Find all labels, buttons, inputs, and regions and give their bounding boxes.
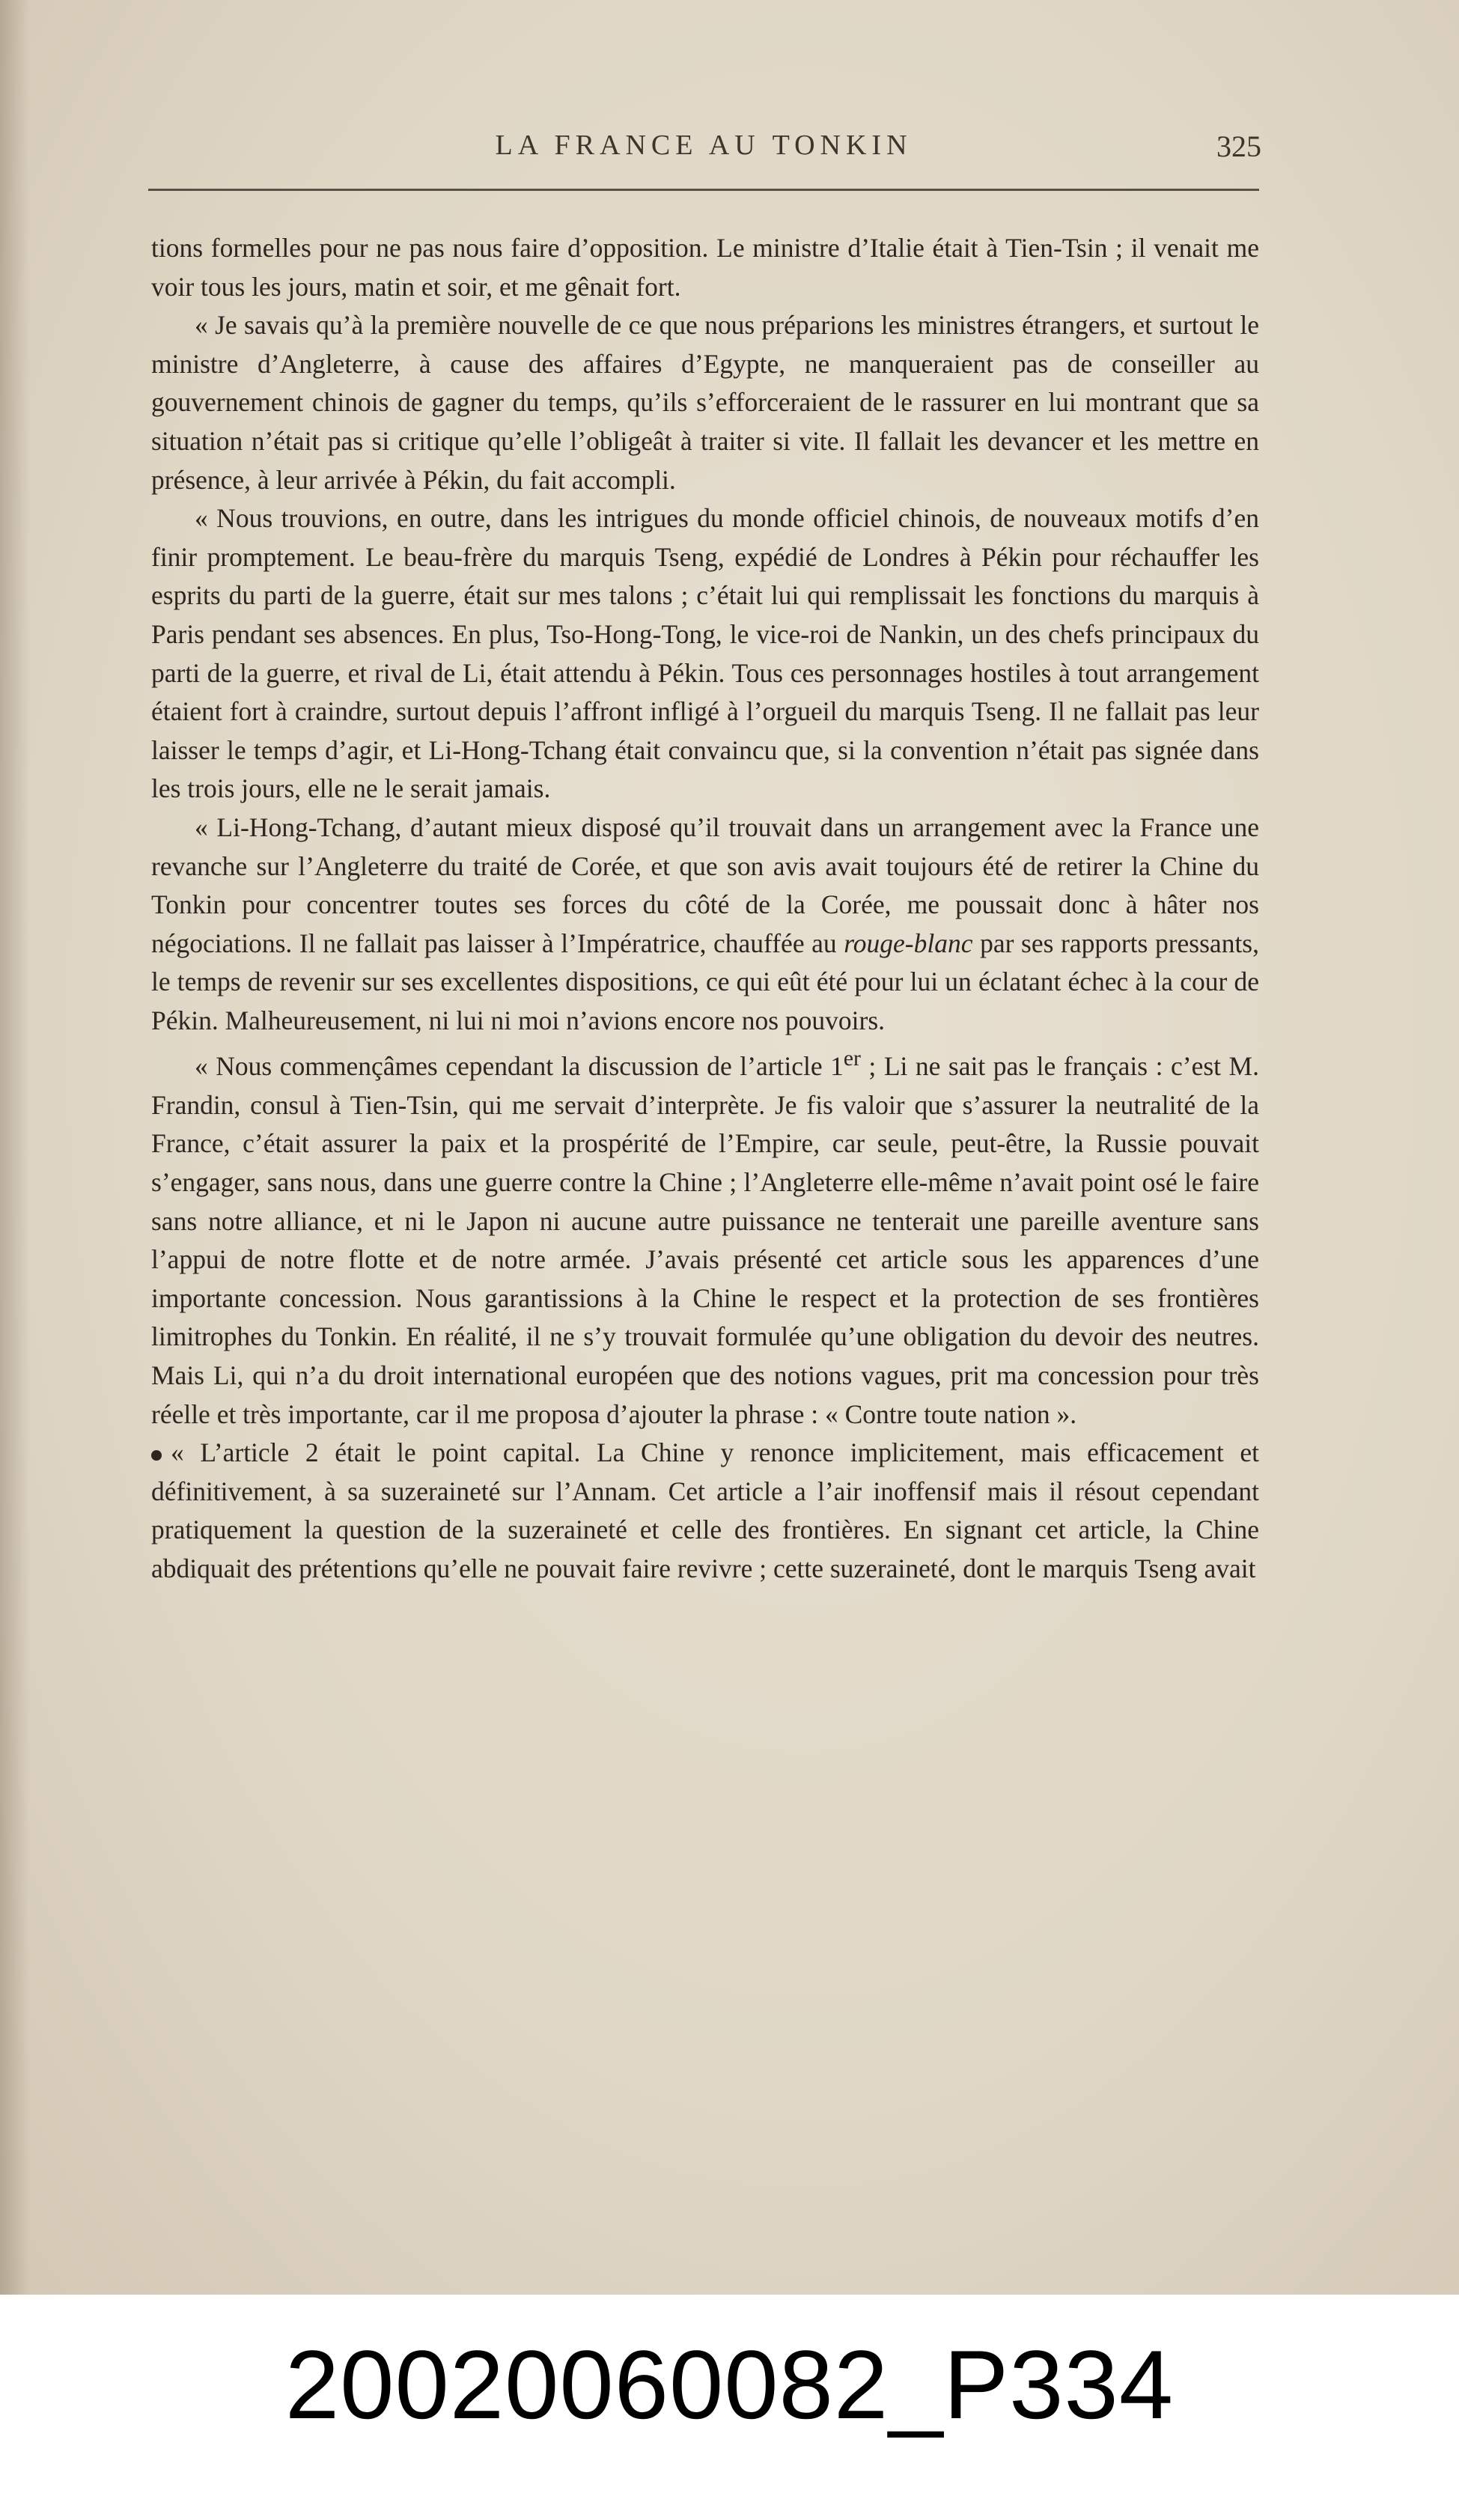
paragraph-1: tions formelles pour ne pas nous faire d’opposition. Le ministre d’Italie était à Tien-Tsin ; il venait me voir tous les jours, matin et soir, et me gênait fort. <box>151 233 1259 302</box>
body-text <box>151 229 1259 1589</box>
paragraph-2: « Je savais qu’à la première nouvelle de ce que nous préparions les ministres étrangers, et surtout le ministre d’Angleterre, à cause des affaires d’Egypte, ne manqueraient pas de conseiller au gouvernement chinois de gagner du temps, qu’ils s’efforceraient de le rassurer en lui montrant que sa situation n’était pas si critique qu’elle l’obligeât à traiter si vite. Il fallait les devancer et les mettre en présence, à leur arrivée à Pékin, du fait accompli. <box>151 310 1259 495</box>
document-identifier: 20020060082_P334 <box>284 2330 1175 2439</box>
paragraph-6: « L’article 2 était le point capital. La Chine y renonce implicitement, mais efficacement et définitivement, à sa suzeraineté sur l’Annam. Cet article a l’air inoffensif mais il résout cependant pratiquement la question de la suzeraineté et celle des frontières. En signant cet article, la Chine abdiquait des prétentions qu’elle ne pouvait faire revivre ; cette suzeraineté, dont le marquis Tseng avait <box>151 1437 1259 1584</box>
paragraph-4: « Li-Hong-Tchang, d’autant mieux disposé qu’il trouvait dans un arrangement avec la France une revanche sur l’Angleterre du traité de Corée, et que son avis avait toujours été de retirer la Chine du Tonkin pour concentrer toutes ses forces du côté de la Corée, me poussait donc à hâter nos négociations. Il ne fallait pas laisser à l’Impératrice, chauffée au rouge-blanc par ses rapports pressants, le temps de revenir sur ses excellentes dispositions, ce qui eût été pour lui un éclatant échec à la cour de Pékin. Malheureusement, ni lui ni moi n’avions encore nos pouvoirs. <box>151 812 1259 1035</box>
header-rule <box>148 189 1259 191</box>
page-number: 325 <box>1216 130 1261 163</box>
paragraph-3: « Nous trouvions, en outre, dans les intrigues du monde officiel chinois, de nouveaux motifs d’en finir promptement. Le beau-frère du marquis Tseng, expédié de Londres à Pékin pour réchauffer les esprits du parti de la guerre, était sur mes talons ; c’était lui qui remplissait les fonctions du marquis à Paris pendant ses absences. En plus, Tso-Hong-Tong, le vice-roi de Nankin, un des chefs principaux du parti de la guerre, et rival de Li, était attendu à Pékin. Tous ces personnages hostiles à tout arrangement étaient fort à craindre, surtout depuis l’affront infligé à l’orgueil du marquis Tseng. Il ne fallait pas leur laisser le temps d’agir, et Li-Hong-Tchang était convaincu que, si la convention n’était pas signée dans les trois jours, elle ne le serait jamais. <box>151 503 1259 804</box>
ink-dot-mark <box>151 1450 162 1461</box>
running-title: LA FRANCE AU TONKIN <box>495 130 913 161</box>
italic-phrase: rouge-blanc <box>844 928 973 958</box>
paragraph-5: « Nous commençâmes cependant la discussion de l’article 1er ; Li ne sait pas le français : c’est M. Frandin, consul à Tien-Tsin, qui me servait d’interprète. Je fis valoir que s’assurer la neutralité de la France, c’était assurer la paix et la prospérité de l’Empire, car seule, peut-être, la Russie pouvait s’engager, sans nous, dans une guerre contre la Chine ; l’Angleterre elle-même n’avait point osé le faire sans notre alliance, et ni le Japon ni aucune autre puissance ne tenterait une pareille aventure sans l’appui de notre flotte et de notre armée. J’avais présenté cet article sous les apparences d’une importante concession. Nous garantissions à la Chine le respect et la protection de ses frontières limitrophes du Tonkin. En réalité, il ne s’y trouvait formulée qu’une obligation du devoir des neutres. Mais Li, qui n’a du droit international européen que des notions vagues, prit ma concession pour très réelle et très importante, car il me proposa d’ajouter la phrase : « Contre toute nation ». <box>151 1047 1259 1429</box>
page-header <box>146 129 1261 174</box>
ordinal-superscript: er <box>843 1047 861 1071</box>
binding-shadow <box>0 0 30 2295</box>
